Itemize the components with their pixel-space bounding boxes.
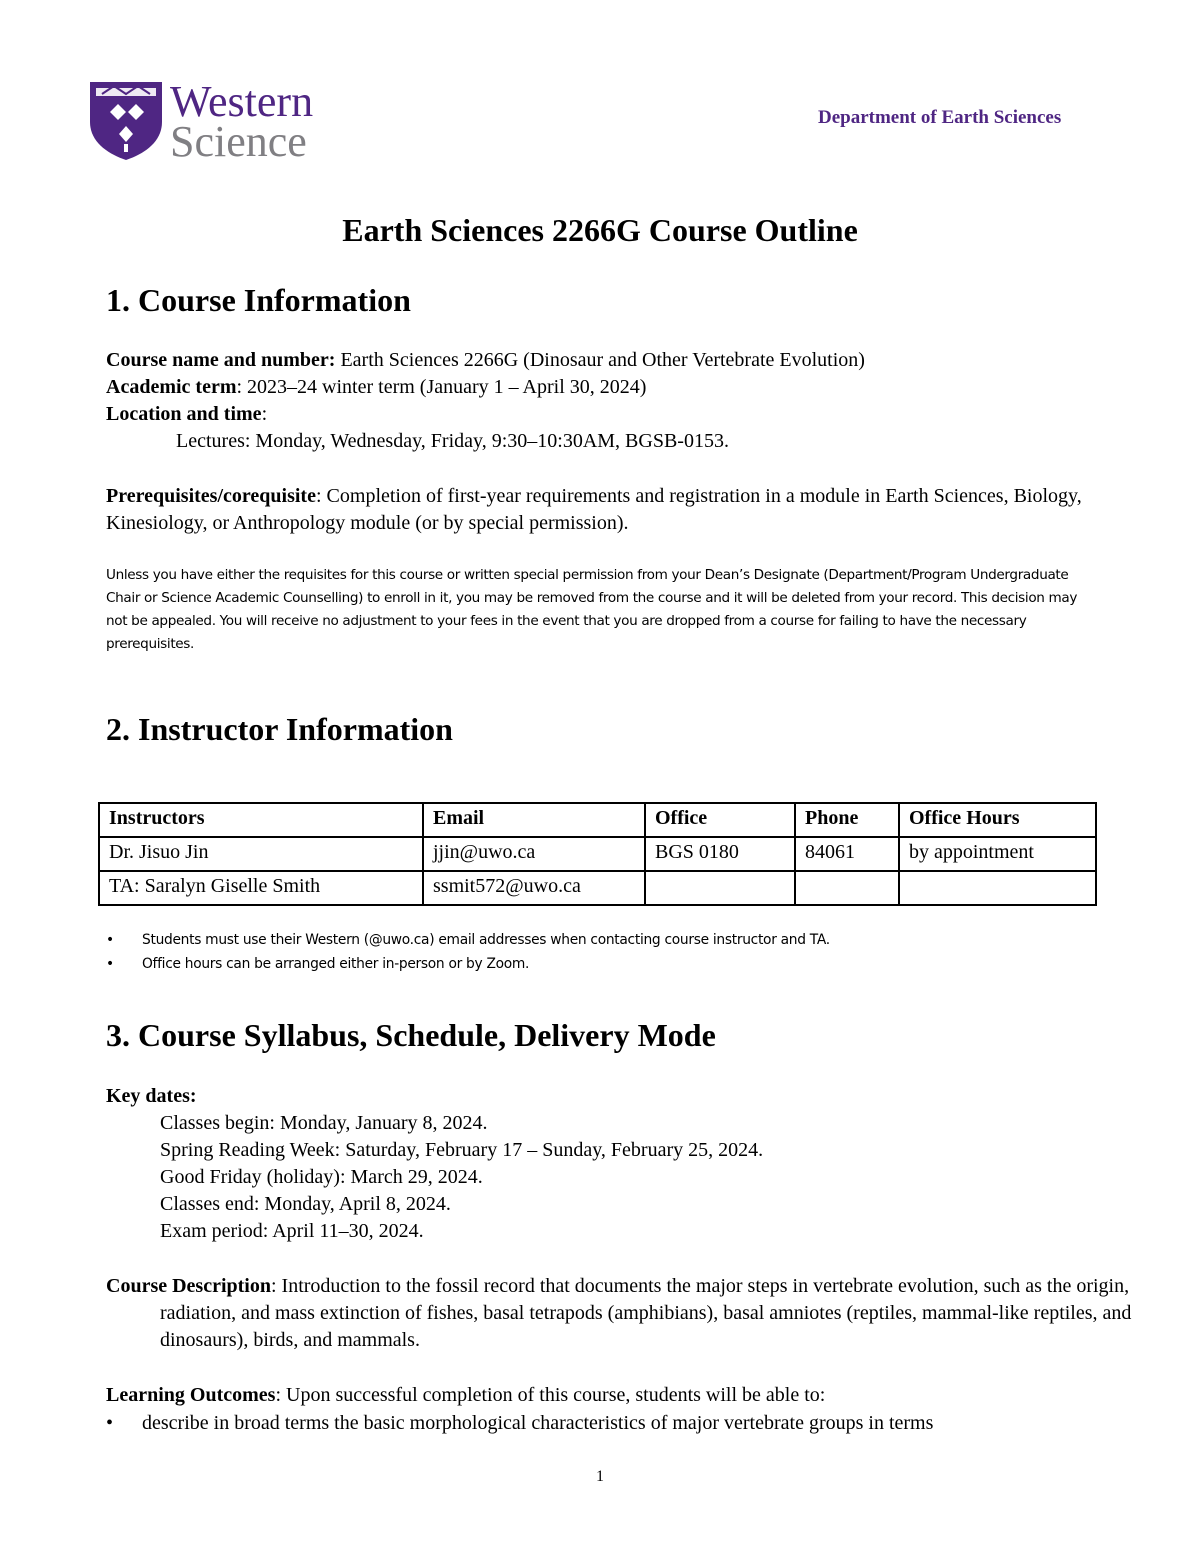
location-label: Location and time	[106, 403, 262, 425]
key-date-item: Classes begin: Monday, January 8, 2024.	[160, 1112, 488, 1134]
ta-name-cell: TA: Saralyn Giselle Smith	[99, 871, 423, 905]
section-heading-course-information: 1. Course Information	[106, 282, 411, 318]
instructor-hours-cell: by appointment	[899, 837, 1096, 871]
course-information-block	[106, 347, 865, 455]
section-heading-instructor-information: 2. Instructor Information	[106, 711, 453, 747]
contact-notes-list	[104, 928, 1104, 976]
ta-hours-cell	[899, 871, 1096, 905]
prerequisites-label: Prerequisites/corequisite	[106, 485, 316, 507]
course-description-label: Course Description	[106, 1275, 271, 1297]
table-header-row	[99, 803, 1096, 837]
prerequisites-paragraph	[106, 483, 1106, 537]
location-line	[106, 401, 865, 428]
course-name-line	[106, 347, 865, 374]
ta-email-link[interactable]: ssmit572@uwo.ca	[423, 871, 645, 905]
list-item: • describe in broad terms the basic morphological characteristics of major vertebrate groups in terms	[104, 1410, 1104, 1437]
column-header: Office	[645, 803, 795, 837]
column-header: Phone	[795, 803, 899, 837]
shield-crest-icon	[90, 82, 162, 160]
course-description-paragraph	[106, 1273, 1150, 1354]
department-name: Department of Earth Sciences	[818, 107, 1062, 128]
key-date-item: Exam period: April 11–30, 2024.	[160, 1220, 424, 1242]
key-dates-block	[106, 1083, 763, 1245]
instructor-email-link[interactable]: jjin@uwo.ca	[423, 837, 645, 871]
document-title: Earth Sciences 2266G Course Outline	[342, 212, 858, 248]
list-item: • Office hours can be arranged either in-person or by Zoom.	[104, 952, 1104, 976]
logo-word-science: Science	[170, 117, 307, 162]
list-item: • Students must use their Western (@uwo.ca) email addresses when contacting course instructor and TA.	[104, 928, 1104, 952]
column-header: Office Hours	[899, 803, 1096, 837]
instructor-table	[98, 802, 1097, 906]
course-name-value: Earth Sciences 2266G (Dinosaur and Other Vertebrate Evolution)	[335, 349, 865, 371]
academic-term-line	[106, 374, 865, 401]
learning-outcomes-list	[104, 1410, 1104, 1437]
requisites-notice: Unless you have either the requisites for this course or written special permission from your Dean’s Designate (Department/Program Undergraduate Chair or Science Academic Counselling) to enroll in it, you may be removed from the course and it will be deleted from your record. This decision may not be appealed. You will receive no adjustment to your fees in the event that you are dropped from a course for failing to have the necessary prerequisites.	[106, 567, 1078, 652]
learning-outcomes-label: Learning Outcomes	[106, 1384, 276, 1406]
key-date-item: Spring Reading Week: Saturday, February 17 – Sunday, February 25, 2024.	[160, 1139, 764, 1161]
course-description-value: : Introduction to the fossil record that documents the major steps in vertebrate evolution, such as the origin, radiation, and mass extinction of fishes, basal tetrapods (amphibians), basal amniotes (reptiles, mammal-like reptiles, and dinosaurs), birds, and mammals.	[160, 1275, 1132, 1351]
column-header: Instructors	[99, 803, 423, 837]
ta-office-cell	[645, 871, 795, 905]
location-colon: :	[261, 403, 268, 425]
academic-term-label: Academic term	[106, 376, 237, 398]
instructor-office-cell: BGS 0180	[645, 837, 795, 871]
table-row	[99, 871, 1096, 905]
course-name-label: Course name and number:	[106, 349, 336, 371]
key-dates-label: Key dates:	[106, 1085, 197, 1107]
prerequisites-value: : Completion of first-year requirements and registration in a module in Earth Sciences, Biology, Kinesiology, or Anthropology module (or by special permission).	[106, 485, 1082, 534]
logo-word-western: Western	[170, 78, 314, 126]
learning-outcomes-value: : Upon successful completion of this course, students will be able to:	[275, 1384, 826, 1406]
key-date-item: Classes end: Monday, April 8, 2024.	[160, 1193, 451, 1215]
instructor-phone-cell: 84061	[795, 837, 899, 871]
section-heading-course-syllabus: 3. Course Syllabus, Schedule, Delivery Mode	[106, 1017, 716, 1053]
instructor-name-cell: Dr. Jisuo Jin	[99, 837, 423, 871]
academic-term-value: : 2023–24 winter term (January 1 – April 30, 2024)	[236, 376, 647, 398]
key-date-item: Good Friday (holiday): March 29, 2024.	[160, 1166, 483, 1188]
ta-phone-cell	[795, 871, 899, 905]
learning-outcomes-intro	[106, 1382, 1106, 1409]
page-number: 1	[596, 1468, 604, 1485]
western-science-logo	[88, 78, 338, 162]
lectures-line: Lectures: Monday, Wednesday, Friday, 9:30–10:30AM, BGSB-0153.	[176, 430, 729, 452]
column-header: Email	[423, 803, 645, 837]
table-row	[99, 837, 1096, 871]
